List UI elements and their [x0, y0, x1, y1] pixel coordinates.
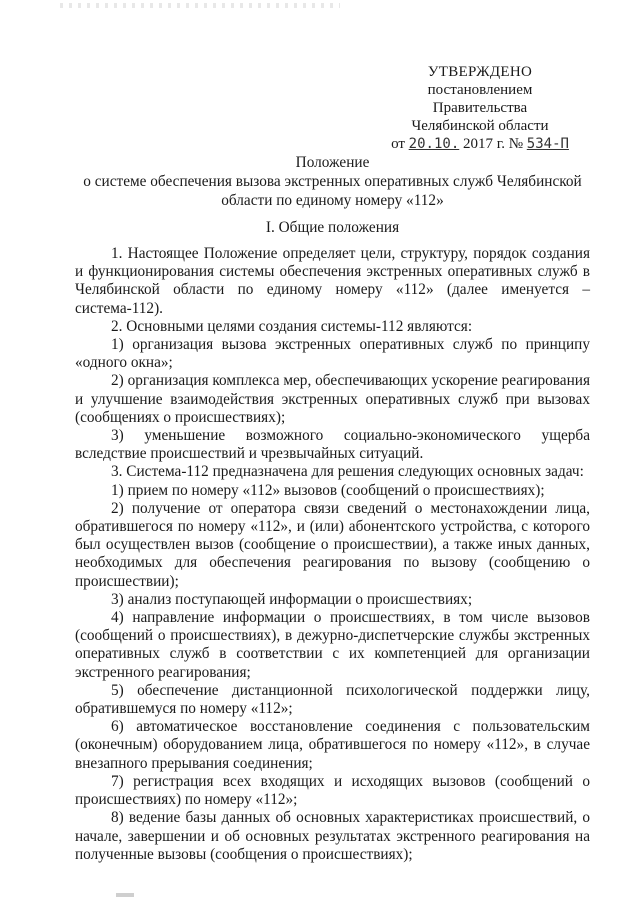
paragraph: 2) получение от оператора связи сведений о местонахождении лица, обратившегося по номеру «112», и (или) абонентского устройства, с которого был осуществлен вызов (сообщение о происшествии), а также иных данных, необходимых для обеспечения реагирования по вызову (сообщению о происшествии); [75, 499, 590, 590]
approval-line-1: постановлением Правительства [427, 82, 533, 116]
approval-date-line [380, 135, 580, 153]
paragraph: 4) направление информации о происшествиях, в том числе вызовов (сообщений о происшествиях), в дежурно-диспетчерские службы экстренных оперативных служб в соответствии с их компетенцией для организации экстренного реагирования; [75, 609, 590, 681]
paragraph: 3) уменьшение возможного социально-экономического ущерба вследствие происшествий и чрезвычайных ситуаций. [75, 427, 590, 463]
handwritten-number: 534-П [526, 136, 569, 152]
paragraph: 1) прием по номеру «112» вызовов (сообщений о происшествиях); [111, 481, 545, 499]
document-title [75, 153, 590, 210]
paragraph: 5) обеспечение дистанционной психологической поддержки лицу, обратившемуся по номеру «112»; [75, 681, 590, 718]
paragraph: 3) анализ поступающей информации о происшествиях; [111, 590, 473, 608]
title-line-1: Положение [295, 154, 370, 171]
title-line-2: о системе обеспечения вызова экстренных оперативных служб Челябинской [83, 173, 582, 190]
paragraph: 3. Система-112 предназначена для решения следующих основных задач: [111, 463, 584, 481]
paragraph: 1) организация вызова экстренных оперативных служб по принципу «одного окна»; [75, 336, 590, 372]
approval-heading: УТВЕРЖДЕНО [427, 64, 533, 80]
document-body [75, 245, 590, 864]
approval-stamp [380, 63, 580, 153]
paragraph: 6) автоматическое восстановление соединения с пользовательским (оконечным) оборудованием лица, обратившегося по номеру «112», в случае внезапного прерывания соединения; [75, 718, 590, 772]
date-prefix: от [391, 136, 405, 152]
paragraph: 2) организация комплекса мер, обеспечивающих ускорение реагирования и улучшение взаимодействия экстренных оперативных служб при вызовах (сообщениях о происшествиях); [75, 372, 590, 426]
handwritten-date: 20.10. [408, 136, 460, 152]
title-line-3: области по единому номеру «112» [221, 192, 444, 209]
scan-artifact [116, 893, 134, 897]
paragraph: 2. Основными целями создания системы-112 являются: [111, 317, 473, 335]
paragraph: 1. Настоящее Положение определяет цели, структуру, порядок создания и функционирования системы обеспечения экстренных оперативных служб в Челябинской области по единому номеру «112» (далее именуется – система-112). [75, 245, 590, 317]
approval-line-2: Челябинской области [411, 118, 549, 134]
scan-artifact [60, 3, 340, 8]
paragraph: 8) ведение базы данных об основных характеристиках происшествий, о начале, завершении и об основных результатах экстренного реагирования на полученные вызовы (сообщения о происшествиях); [75, 809, 590, 863]
section-title: I. Общие положения [265, 219, 400, 236]
paragraph: 7) регистрация всех входящих и исходящих вызовов (сообщений о происшествиях) по номеру «112»; [75, 772, 590, 809]
year-text: 2017 г. № [463, 136, 524, 152]
